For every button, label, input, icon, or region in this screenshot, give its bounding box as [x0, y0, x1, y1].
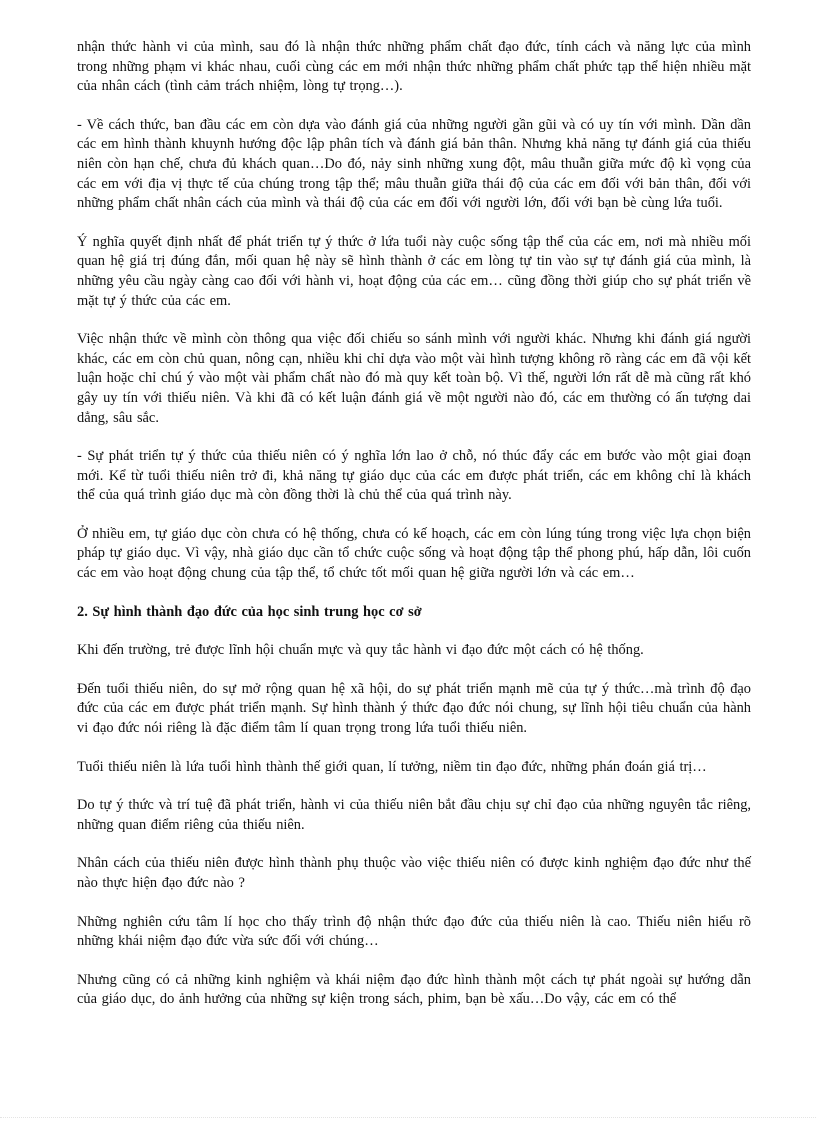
paragraph-school-norms: Khi đến trường, trẻ được lĩnh hội chuẩn mực và quy tắc hành vi đạo đức một cách có hệ thống.: [77, 642, 644, 659]
paragraph-self-education-significance: - Sự phát triển tự ý thức của thiếu niên có ý nghĩa lớn lao ở chỗ, nó thúc đẩy các em bước vào một giai đoạn mới. Kể từ tuổi thiếu niên trở đi, khả năng tự giáo dục của các em được phát triển, các em không chỉ là khách thể của quá trình giáo dục mà còn đồng thời là chủ thể của quá trình này.: [77, 448, 751, 504]
section-heading: 2. Sự hình thành đạo đức của học sinh trung học cơ sở: [77, 603, 422, 620]
paragraph-worldview: Tuổi thiếu niên là lứa tuổi hình thành thế giới quan, lí tưởng, niềm tin đạo đức, những phán đoán giá trị…: [77, 758, 707, 775]
paragraph-self-evaluation-method: - Về cách thức, ban đầu các em còn dựa vào đánh giá của những người gần gũi và có uy tín với mình. Dần dần các em hình thành khuynh hướng độc lập phân tích và đánh giá bản thân. Nhưng khả năng tự đánh giá của thiếu niên còn hạn chế, chưa đủ khách quan…Do đó, nảy sinh những xung đột, mâu thuẫn giữa mức độ kì vọng của các em với địa vị thực tế của chúng trong tập thể; mâu thuẫn giữa thái độ của các em đối với bản thân, đối với những phẩm chất nhân cách của mình và thái độ của các em đối với người lớn, đối với bạn bè cùng lứa tuổi.: [77, 116, 751, 212]
paragraph-moral-experience: Nhân cách của thiếu niên được hình thành phụ thuộc vào việc thiếu niên có được kinh nghiệm đạo đức như thế nào thực hiện đạo đức nào ?: [77, 855, 751, 891]
paragraph-self-education-guidance: Ở nhiều em, tự giáo dục còn chưa có hệ thống, chưa có kế hoạch, các em còn lúng túng trong việc lựa chọn biện pháp tự giáo dục. Vì vậy, nhà giáo dục cần tổ chức cuộc sống và hoạt động tập thể phong phú, hấp dẫn, lôi cuốn các em vào hoạt động chung của tập thể, tổ chức tốt mối quan hệ giữa người lớn và các em…: [77, 525, 751, 582]
paragraph-collective-life: Ý nghĩa quyết định nhất để phát triển tự ý thức ở lứa tuổi này cuộc sống tập thể của các em, nơi mà nhiều mối quan hệ giá trị đúng đắn, mối quan hệ này sẽ hình thành ở các em lòng tự tin vào sự tự đánh giá của mình, là những yêu cầu ngày càng cao đối với hành vi, hoạt động của các em… cũng đồng thời giúp cho sự phát triển về mặt tự ý thức của các em.: [77, 233, 751, 309]
paragraph-moral-cognition: Những nghiên cứu tâm lí học cho thấy trình độ nhận thức đạo đức của thiếu niên là cao. Thiếu niên hiểu rõ những khái niệm đạo đức vừa sức đối với chúng…: [77, 913, 751, 950]
paragraph-spontaneous-concepts: Nhưng cũng có cả những kinh nghiệm và khái niệm đạo đức hình thành một cách tự phát ngoài sự hướng dẫn của giáo dục, do ảnh hưởng của những sự kiện trong sách, phim, bạn bè xấu…Do vậy, các em có thể: [77, 971, 751, 1008]
document-page: [77, 38, 751, 1029]
paragraph-self-awareness-content: nhận thức hành vi của mình, sau đó là nhận thức những phẩm chất đạo đức, tính cách và năng lực của mình trong những phạm vi khác nhau, cuối cùng các em mới nhận thức những phẩm chất phức tạp thể hiện nhiều mặt của nhân cách (tình cảm trách nhiệm, lòng tự trọng…).: [77, 39, 751, 95]
paragraph-moral-development: Đến tuổi thiếu niên, do sự mở rộng quan hệ xã hội, do sự phát triển mạnh mẽ của tự ý thức…mà trình độ đạo đức của các em được phát triển mạnh. Sự hình thành ý thức đạo đức nói chung, sự lĩnh hội tiêu chuẩn của hành vi đạo đức nói riêng là đặc điểm tâm lí quan trọng trong lứa tuổi thiếu niên.: [77, 680, 751, 737]
paragraph-own-principles: Do tự ý thức và trí tuệ đã phát triển, hành vi của thiếu niên bắt đầu chịu sự chỉ đạo của những nguyên tắc riêng, những quan điểm riêng của thiếu niên.: [77, 797, 751, 833]
page-bottom-divider: [0, 1117, 816, 1119]
paragraph-comparison-with-others: Việc nhận thức về mình còn thông qua việc đối chiếu so sánh mình với người khác. Nhưng khi đánh giá người khác, các em còn chủ quan, nông cạn, nhiều khi chỉ dựa vào một vài hình tượng không rõ ràng các em đã vội kết luận hoặc chỉ chú ý vào một vài phẩm chất nào đó mà quy kết toàn bộ. Vì thế, người lớn rất dễ mà cũng rất khó gây uy tín với thiếu niên. Và khi đã có kết luận đánh giá về một người nào đó, các em thường có ấn tượng dai dẳng, sâu sắc.: [77, 331, 751, 426]
